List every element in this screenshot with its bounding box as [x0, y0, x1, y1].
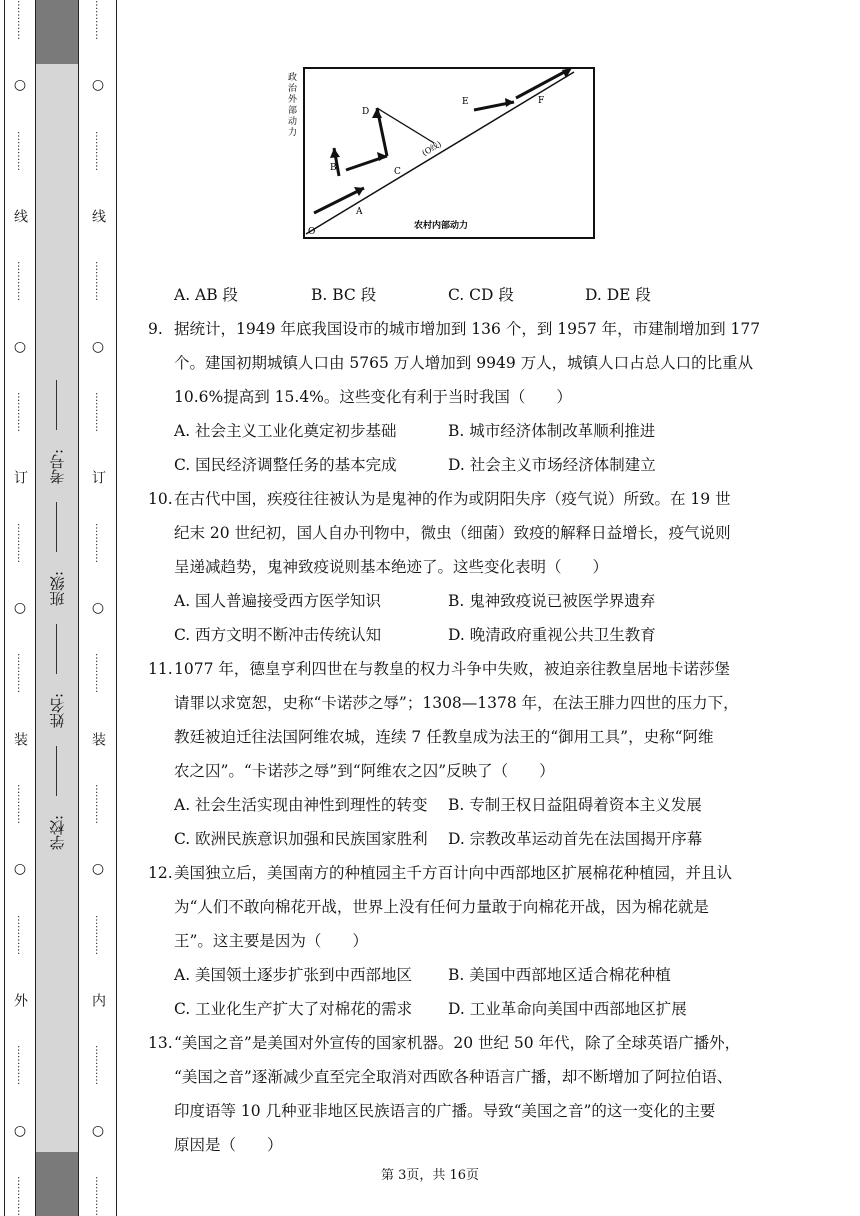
band-top-block	[36, 0, 78, 64]
q10-option-a[interactable]: A. 国人普遍接受西方医学知识	[174, 592, 382, 610]
inner-mark: ○	[91, 861, 105, 878]
y-axis-label: 政治外 部动力	[288, 73, 298, 138]
diagram-svg	[284, 48, 604, 248]
line-d-o	[377, 108, 434, 143]
inner-mark: ○	[91, 599, 105, 616]
point-b-label: B	[330, 163, 337, 173]
question-text: 10.6%提高到 15.4%。这些变化有利于当时我国（ ）	[174, 388, 572, 406]
q11-option-a[interactable]: A. 社会生活实现由神性到理性的转变	[174, 796, 428, 814]
arrowhead	[330, 148, 340, 158]
question-text: 个。建国初期城镇人口由 5765 万人增加到 9949 万人，城镇人口占总人口的比重从	[174, 354, 754, 372]
question-text: 为“人们不敢向棉花开战，世界上没有任何力量敢于向棉花开战，因为棉花就是	[174, 898, 709, 916]
inner-mark: ○	[91, 1122, 105, 1139]
school-blank[interactable]	[57, 746, 58, 796]
question-text: 王”。这主要是因为（ ）	[174, 932, 368, 950]
question-text: 原因是（ ）	[174, 1136, 283, 1154]
q9-option-c[interactable]: C. 国民经济调整任务的基本完成	[174, 456, 397, 474]
name-label: 姓名:	[48, 692, 67, 728]
inner-mark: ○	[91, 338, 105, 355]
point-e-label: E	[462, 97, 469, 107]
q10-option-c[interactable]: C. 西方文明不断冲击传统认知	[174, 626, 382, 644]
question-number: 9.	[148, 320, 163, 338]
origin-label: O	[308, 227, 316, 237]
dynamics-diagram	[284, 48, 604, 248]
exam-number-blank[interactable]	[57, 380, 58, 430]
inner-mark: 线	[90, 208, 106, 223]
q11-option-c[interactable]: C. 欧洲民族意识加强和民族国家胜利	[174, 830, 428, 848]
question-text: 1077 年，德皇亨利四世在与教皇的权力斗争中失败，被迫亲往教皇居地卡诺莎堡	[174, 660, 730, 678]
question-text: 请罪以求宽恕，史称“卡诺莎之辱”；1308—1378 年，在法王腓力四世的压力下，	[174, 694, 739, 712]
question-text: 印度语等 10 几种亚非地区民族语言的广播。导致“美国之音”的这一变化的主要	[174, 1102, 716, 1120]
arrow-e-f	[516, 70, 568, 98]
q9-option-d[interactable]: D. 社会主义市场经济体制建立	[448, 456, 656, 474]
diagram-frame	[304, 68, 594, 238]
arrowhead	[505, 98, 514, 107]
exam-number-label: 考号:	[48, 448, 67, 484]
point-c-label: C	[394, 167, 401, 177]
question-text: 呈递减趋势，鬼神致疫说则基本绝迹了。这些变化表明（ ）	[174, 558, 609, 576]
question-text: “美国之音”逐渐减少直至完全取消对西欧各种语言广播，却不断增加了阿拉伯语、	[174, 1068, 733, 1086]
question-text: 据统计，1949 年底我国设市的城市增加到 136 个，到 1957 年，市建制增加到 177	[174, 320, 761, 338]
x-axis-label: 农村内部动力	[414, 221, 469, 231]
class-label: 班级:	[48, 570, 67, 606]
q12-option-b[interactable]: B. 美国中西部地区适合棉花种植	[448, 966, 671, 984]
outer-mark: 装	[12, 731, 28, 746]
outer-mark: 外	[12, 992, 28, 1007]
page-footer: 第 3页，共 16页	[380, 1168, 480, 1183]
question-number: 12.	[148, 864, 173, 882]
question-text: 农之囚”。“卡诺莎之辱”到“阿维农之囚”反映了（ ）	[174, 762, 555, 780]
point-f-label: F	[538, 96, 545, 106]
inner-mark: ○	[91, 77, 105, 94]
name-blank[interactable]	[57, 624, 58, 674]
q9-option-b[interactable]: B. 城市经济体制改革顺利推进	[448, 422, 656, 440]
q11-option-d[interactable]: D. 宗教改革运动首先在法国揭开序幕	[448, 830, 703, 848]
inner-mark: 内	[90, 992, 106, 1007]
question-number: 11.	[148, 660, 173, 678]
point-a-label: A	[356, 207, 363, 217]
question-text: “美国之音”是美国对外宣传的国家机器。20 世纪 50 年代，除了全球英语广播外，	[174, 1034, 741, 1052]
inner-mark: 订	[90, 470, 106, 485]
q11-option-b[interactable]: B. 专制王权日益阻碍着资本主义发展	[448, 796, 702, 814]
outer-mark: ○	[13, 77, 27, 94]
outer-seal-line: ………… ○ ………… 线 ………… ○ ………… 订 ………… ○ ………… 装 ………… ○ ………… 外 ………… ○ …………	[4, 0, 36, 1216]
band-bottom-block	[36, 1152, 78, 1216]
q8-option-d[interactable]: D. DE 段	[585, 286, 651, 304]
outer-mark: ○	[13, 1122, 27, 1139]
q8-option-b[interactable]: B. BC 段	[311, 286, 377, 304]
outer-mark: ○	[13, 861, 27, 878]
class-blank[interactable]	[57, 502, 58, 552]
outer-mark: ○	[13, 338, 27, 355]
point-d-label: D	[362, 107, 370, 117]
question-text: 教廷被迫迁往法国阿维农城，连续 7 任教皇成为法王的“御用工具”，史称“阿维	[174, 728, 714, 746]
q12-option-d[interactable]: D. 工业革命向美国中西部地区扩展	[448, 1000, 687, 1018]
school-label: 学校:	[48, 814, 67, 850]
q12-option-c[interactable]: C. 工业化生产扩大了对棉花的需求	[174, 1000, 413, 1018]
question-text: 在古代中国，疾疫往往被认为是鬼神的作为或阴阳失序（疫气说）所致。在 19 世	[174, 490, 731, 508]
question-number: 13.	[148, 1034, 173, 1052]
q8-option-a[interactable]: A. AB 段	[174, 286, 239, 304]
diagonal-label: (O线)	[420, 139, 444, 158]
binding-margin	[0, 0, 118, 1216]
q8-option-c[interactable]: C. CD 段	[448, 286, 514, 304]
question-number: 10.	[148, 490, 173, 508]
question-text: 美国独立后，美国南方的种植园主千方百计向中西部地区扩展棉花种植园，并且认	[174, 864, 733, 882]
q10-option-b[interactable]: B. 鬼神致疫说已被医学界遗弃	[448, 592, 656, 610]
q10-option-d[interactable]: D. 晚清政府重视公共卫生教育	[448, 626, 656, 644]
student-info	[36, 380, 78, 850]
outer-mark: ○	[13, 599, 27, 616]
inner-mark: 装	[90, 731, 106, 746]
outer-mark: 订	[12, 470, 28, 485]
outer-mark: 线	[12, 208, 28, 223]
inner-seal-line: ………… ○ ………… 线 ………… ○ ………… 订 ………… ○ ………… 装 ………… ○ ………… 内 ………… ○ …………	[80, 0, 117, 1216]
diagonal-line	[306, 72, 574, 234]
question-text: 纪末 20 世纪初，国人自办刊物中，微虫（细菌）致疫的解释日益增长，疫气说则	[174, 524, 731, 542]
q12-option-a[interactable]: A. 美国领土逐步扩张到中西部地区	[174, 966, 413, 984]
q9-option-a[interactable]: A. 社会主义工业化奠定初步基础	[174, 422, 397, 440]
